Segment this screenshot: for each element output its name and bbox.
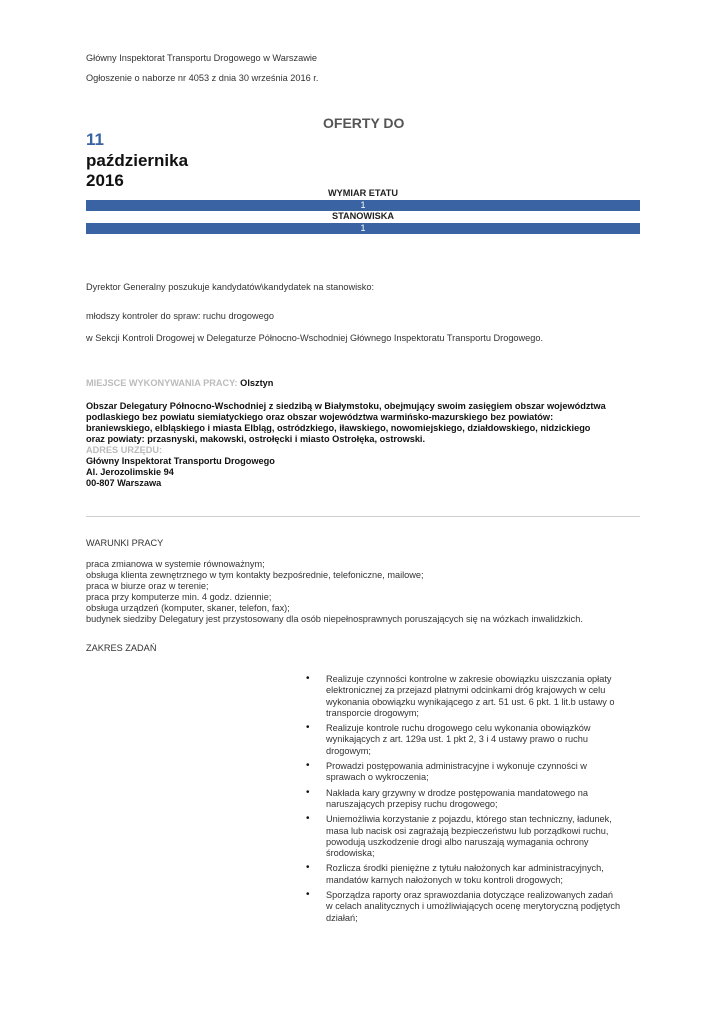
task-line: działań; [326,912,358,923]
wymiar-etatu-value: 1 [86,200,640,211]
institution-name: Główny Inspektorat Transportu Drogowego w Warszawie [86,53,317,63]
task-line: masa lub nacisk osi zagrażają bezpieczeństwu lub porządkowi ruchu, [326,825,609,836]
task-line: w celach analitycznych i umożliwiających ocenę merytoryczną podjętych [326,901,621,912]
condition-item: obsługa klienta zewnętrznego w tym kontakty bezpośrednie, telefoniczne, mailowe; [86,570,424,580]
bullet-icon: • [306,786,310,798]
task-item [306,761,646,784]
position-title: młodszy kontroler do spraw: ruchu drogowego [86,311,274,321]
tasks-heading: ZAKRES ZADAŃ [86,643,157,653]
task-line: naruszających przepisy ruchu drogowego; [326,798,498,809]
deadline-day: 11 [86,130,104,149]
workplace [86,378,273,389]
announcement-number: Ogłoszenie o naborze nr 4053 z dnia 30 września 2016 r. [86,73,319,83]
task-line: elektronicznej za przejazd płatnymi odcinkami dróg krajowych w celu [326,685,606,696]
bullet-icon: • [306,813,310,825]
task-item [306,674,646,719]
task-line: sprawach o wykroczenia; [326,772,429,783]
bullet-icon: • [306,889,310,901]
task-line: wynikających z art. 129a ust. 1 pkt 2, 3 i 4 ustawy prawo o ruchu [326,734,588,745]
address-label: ADRES URZĘDU: [86,445,163,455]
bullet-icon: • [306,862,310,874]
deadline-label: OFERTY DO [323,115,405,131]
task-item [306,863,646,886]
task-item [306,788,646,811]
bullet-icon: • [306,722,310,734]
task-item [306,890,646,924]
condition-item: praca przy komputerze min. 4 godz. dziennie; [86,592,272,602]
workplace-value: Olsztyn [240,378,274,388]
area-line: Obszar Delegatury Północno-Wschodniej z siedzibą w Białymstoku, obejmujący swoim zasięgiem obszar województwa [86,401,606,411]
area-line: braniewskiego, elbląskiego i miasta Elbląg, ostródzkiego, iławskiego, nowomiejskiego, działdowskiego, nidzickiego [86,423,591,433]
condition-item: obsługa urządzeń (komputer, skaner, telefon, fax); [86,603,290,613]
tasks-list [306,674,646,928]
area-line: oraz powiaty: przasnyski, makowski, ostrołęcki i miasto Ostrołęka, ostrowski. [86,434,426,444]
address-line: 00-807 Warszawa [86,478,162,488]
section-divider [86,516,640,517]
condition-item: praca zmianowa w systemie równoważnym; [86,559,265,569]
task-item [306,814,646,859]
condition-item: praca w biurze oraz w terenie; [86,581,209,591]
task-line: Prowadzi postępowania administracyjne i wykonuje czynności w [326,761,587,772]
task-line: Nakłada kary grzywny w drodze postępowania mandatowego na [326,787,588,798]
workplace-label: MIEJSCE WYKONYWANIA PRACY: [86,378,238,388]
task-line: transporcie drogowym; [326,707,419,718]
bullet-icon: • [306,760,310,772]
task-line: Realizuje kontrole ruchu drogowego celu wykonania obowiązków [326,723,591,734]
stanowiska-label: STANOWISKA [331,211,395,221]
task-line: Uniemożliwia korzystanie z pojazdu, którego stan techniczny, ładunek, [326,814,612,825]
task-line: Rozlicza środki pieniężne z tytułu nałożonych kar administracyjnych, [326,863,604,874]
wymiar-etatu-label: WYMIAR ETATU [327,188,399,198]
task-item [306,723,646,757]
conditions-heading: WARUNKI PRACY [86,538,164,548]
area-line: podlaskiego bez powiatu siemiatyckiego oraz obszar województwa warmińsko-mazurskiego bez powiatów: [86,412,554,422]
address-line: Al. Jerozolimskie 94 [86,467,174,477]
stanowiska-value: 1 [86,223,640,234]
workplace-area [86,401,646,489]
task-line: środowiska; [326,848,375,859]
organizational-unit: w Sekcji Kontroli Drogowej w Delegaturze Północno-Wschodniej Głównego Inspektoratu Transportu Drogowego. [86,333,544,343]
deadline-year: 2016 [86,171,124,190]
bullet-icon: • [306,673,310,684]
task-line: Sporządza raporty oraz sprawozdania dotyczące realizowanych zadań [326,890,614,901]
task-line: powodują uszkodzenie drogi albo naruszają wymagania ochrony [326,836,589,847]
task-line: mandatów karnych nałożonych w toku kontroli drogowych; [326,874,563,885]
task-line: drogowym; [326,745,371,756]
intro-text: Dyrektor Generalny poszukuje kandydatów\kandydatek na stanowisko: [86,282,375,292]
task-line: wykonania obowiązku wynikającego z art. 51 ust. 6 pkt. 1 lit.b ustawy o [326,696,615,707]
address-line: Główny Inspektorat Transportu Drogowego [86,456,275,466]
conditions-list [86,559,646,625]
task-line: Realizuje czynności kontrolne w zakresie obowiązku uiszczania opłaty [326,674,612,684]
condition-item: budynek siedziby Delegatury jest przystosowany dla osób niepełnosprawnych poruszających się na wózkach inwalidzkich. [86,614,583,624]
deadline-month: października [86,151,189,170]
